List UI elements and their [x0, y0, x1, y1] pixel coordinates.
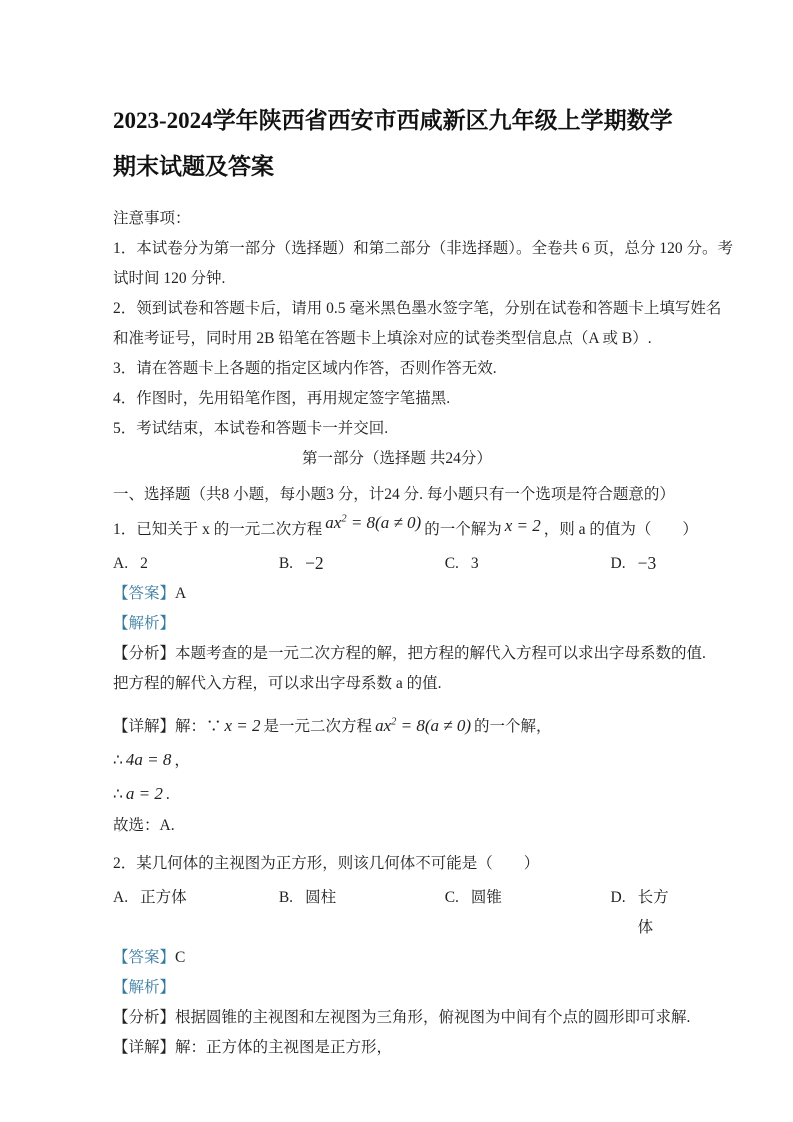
question-1-stem — [113, 510, 698, 549]
notice-line-4: 4．作图时，先用铅笔作图，再用规定签字笔描黑. — [113, 390, 451, 407]
question-1-formula-solution: x = 2 — [504, 516, 541, 535]
question-1-option-c: C. 3 — [444, 555, 479, 572]
question-1-answer-line — [113, 579, 681, 609]
question-2-option-b: B. 圆柱 — [278, 889, 337, 906]
question-1-text-pre: 1．已知关于 x 的一元二次方程 — [113, 521, 323, 538]
question-1-formula-equation: $ax^2 = 8(a \ne 0)$ — [325, 513, 422, 532]
question-1-step-2: ∴ a = 2 . — [113, 784, 170, 803]
question-2-analysis-label: 【解析】 — [113, 979, 176, 996]
detail-formula-equation: $ax^2 = 8(a \ne 0)$ — [375, 716, 471, 735]
document-title: 2023-2024学年陕西省西安市西咸新区九年级上学期数学期末试题及答案 — [113, 108, 673, 179]
question-1-text-mid: 的一个解为 — [424, 521, 502, 538]
section-one-subheader: 一、选择题（共8 小题，每小题3 分，计24 分. 每小题只有一个选项是符合题意的） — [113, 486, 675, 503]
part-one-header: 第一部分（选择题 共24分） — [302, 450, 492, 467]
notice-line-2b: 和准考证号，同时用 2B 铅笔在答题卡上填涂对应的试卷类型信息点（A 或 B）. — [113, 330, 652, 347]
answer-label: 【答案】 — [113, 949, 176, 966]
question-1-option-b: B. −2 — [278, 553, 324, 573]
question-1-analysis-line-2: 把方程的解代入方程，可以求出字母系数 a 的值. — [113, 675, 442, 692]
question-1-analysis-label: 【解析】 — [113, 615, 176, 632]
question-2-answer-value: C — [175, 949, 186, 966]
notice-line-1a: 1．本试卷分为第一部分（选择题）和第二部分（非选择题）。全卷共 6 页，总分 120 分。考 — [113, 240, 734, 257]
question-1-conclusion: 故选：A. — [113, 817, 175, 834]
question-1-step-1: ∴ 4a = 8 ， — [113, 750, 190, 769]
question-1-option-a: A. 2 — [113, 555, 148, 572]
notice-line-5: 5．考试结束，本试卷和答题卡一并交回. — [113, 420, 389, 437]
question-1-analysis-line-1: 【分析】本题考查的是一元二次方程的解，把方程的解代入方程可以求出字母系数的值. — [113, 645, 706, 662]
question-2-answer-line — [113, 943, 681, 973]
question-2-option-c: C. 圆锥 — [444, 889, 502, 906]
question-1-option-d: D. −3 — [610, 553, 657, 573]
question-1-text-post: ，则 a 的值为（ ） — [543, 521, 698, 538]
question-1-detail-line: 【详解】解：∵ x = 2 是一元二次方程 $ax^2 = 8(a \ne 0)$ 的一个解， — [113, 716, 552, 735]
question-1-options — [113, 549, 681, 579]
question-2-stem: 2．某几何体的主视图为正方形，则该几何体不可能是（ ） — [113, 855, 540, 872]
notice-line-2a: 2．领到试卷和答题卡后，请用 0.5 毫米黑色墨水签字笔，分别在试卷和答题卡上填写姓名 — [113, 300, 722, 317]
detail-formula-solution: x = 2 — [224, 716, 261, 735]
notice-line-3: 3．请在答题卡上各题的指定区域内作答，否则作答无效. — [113, 360, 497, 377]
answer-label: 【答案】 — [113, 585, 176, 602]
question-2-analysis-line: 【分析】根据圆锥的主视图和左视图为三角形，俯视图为中间有个点的圆形即可求解. — [113, 1009, 691, 1026]
notice-heading: 注意事项： — [113, 210, 191, 227]
question-2-detail-line: 【详解】解：正方体的主视图是正方形， — [113, 1039, 393, 1056]
question-2-option-a: A. 正方体 — [113, 889, 187, 906]
notice-line-1b: 试时间 120 分钟. — [113, 270, 226, 287]
question-2-option-d: D. 长方体 — [610, 889, 669, 936]
question-2-options — [113, 883, 681, 943]
question-1-answer-value: A — [175, 585, 187, 602]
